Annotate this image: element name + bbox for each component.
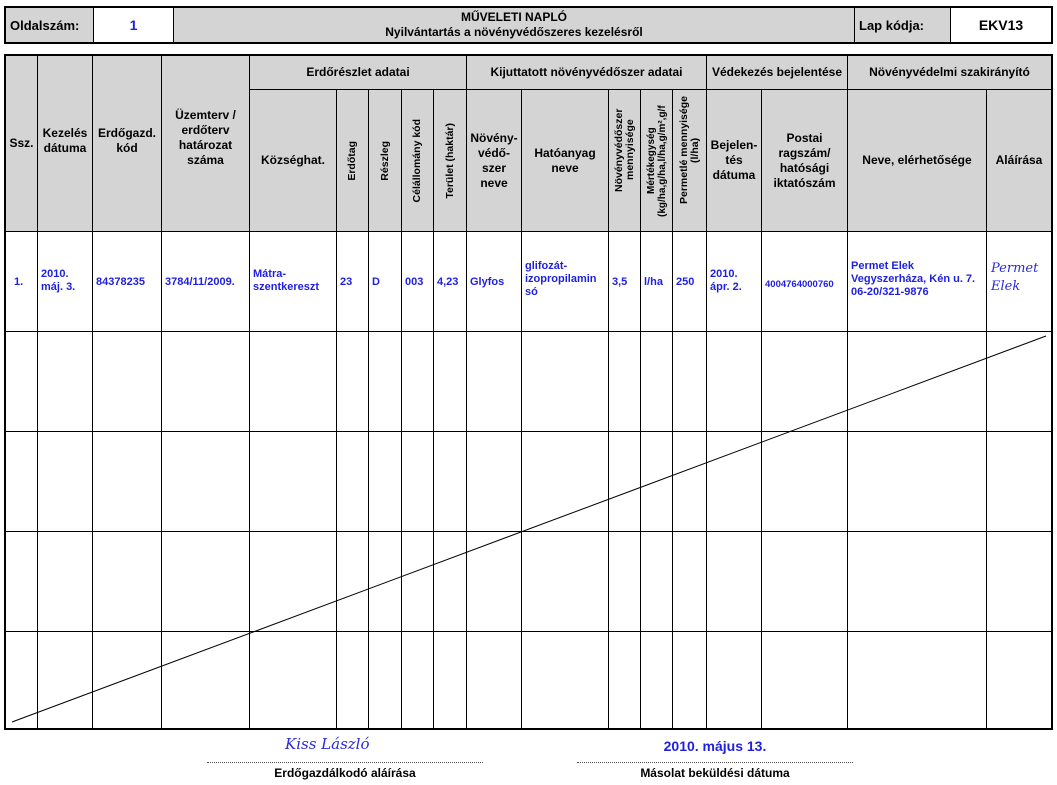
row1-erdotag: 23: [337, 232, 369, 332]
empty-cell: [6, 632, 38, 728]
signature-line: [207, 762, 483, 763]
row1-postai: 4004764000760: [762, 232, 848, 332]
empty-cell: [337, 332, 369, 432]
empty-cell: [609, 332, 641, 432]
empty-cell: [673, 632, 707, 728]
empty-cell: [987, 532, 1051, 632]
code-value: EKV13: [951, 8, 1051, 42]
empty-cell: [250, 332, 337, 432]
empty-cell: [762, 432, 848, 532]
empty-cell: [707, 332, 762, 432]
empty-cell: [162, 432, 250, 532]
empty-cell: [402, 432, 434, 532]
empty-cell: [987, 632, 1051, 728]
row1-reszleg: D: [369, 232, 402, 332]
col-mertekegyseg-label: Mértékegység (kg/ha,g/ha,l/ha,g/m²,g/f: [645, 105, 668, 217]
submission-date: 2010. május 13.: [663, 738, 767, 754]
row1-mertekegyseg: l/ha: [641, 232, 673, 332]
empty-cell: [369, 632, 402, 728]
row1-ssz: 1.: [6, 232, 38, 332]
log-table: [4, 54, 1053, 730]
empty-cell: [434, 432, 467, 532]
col-terulet-label: Terület (haktár): [443, 122, 456, 199]
empty-cell: [434, 632, 467, 728]
row1-alairas-signature: Permet Elek: [987, 232, 1051, 332]
col-ssz: Ssz.: [6, 56, 38, 232]
empty-cell: [848, 332, 987, 432]
empty-cell: [609, 432, 641, 532]
col-mertekegyseg: [641, 90, 673, 232]
empty-cell: [402, 632, 434, 728]
row1-bejelentes: 2010. ápr. 2.: [707, 232, 762, 332]
empty-cell: [641, 632, 673, 728]
empty-cell: [467, 632, 522, 728]
empty-cell: [337, 432, 369, 532]
empty-cell: [467, 432, 522, 532]
empty-cell: [93, 632, 162, 728]
empty-cell: [987, 432, 1051, 532]
empty-cell: [522, 332, 609, 432]
empty-cell: [38, 632, 93, 728]
col-hatoanyag: Hatóanyag neve: [522, 90, 609, 232]
col-uzemterv: Üzemterv / erdőterv határozat száma: [162, 56, 250, 232]
row1-celallomany: 003: [402, 232, 434, 332]
row1-mennyiseg: 3,5: [609, 232, 641, 332]
col-alairasa: Aláírása: [987, 90, 1051, 232]
empty-cell: [522, 632, 609, 728]
group-szakiranyito: Növényvédelmi szakirányító: [848, 56, 1051, 90]
empty-cell: [369, 332, 402, 432]
empty-cell: [848, 532, 987, 632]
empty-cell: [673, 432, 707, 532]
landowner-signature: Kiss László: [285, 735, 370, 753]
col-reszleg-label: Részleg: [378, 140, 391, 181]
col-neve-elerhetosege: Neve, elérhetősége: [848, 90, 987, 232]
signature-label: Erdőgazdálkodó aláírása: [274, 766, 416, 780]
row1-kozseghat: Mátra-szentkereszt: [250, 232, 337, 332]
col-novenyvedoszer: Növény-védő-szer neve: [467, 90, 522, 232]
empty-cell: [522, 432, 609, 532]
empty-cell: [38, 332, 93, 432]
col-permetle-label: Permetlé mennyisége (l/ha): [677, 96, 701, 204]
empty-cell: [762, 532, 848, 632]
empty-cell: [762, 332, 848, 432]
page-number: 1: [94, 8, 174, 42]
col-kezeles-datuma: Kezelés dátuma: [38, 56, 93, 232]
empty-cell: [162, 532, 250, 632]
row1-novenyvedoszer: Glyfos: [467, 232, 522, 332]
empty-cell: [162, 332, 250, 432]
empty-cell: [337, 632, 369, 728]
empty-cell: [467, 532, 522, 632]
empty-cell: [402, 332, 434, 432]
row1-erdogazd-kod: 84378235: [93, 232, 162, 332]
row1-kezeles-datuma: 2010. máj. 3.: [38, 232, 93, 332]
col-postai: Postai ragszám/ hatósági iktatószám: [762, 90, 848, 232]
empty-cell: [522, 532, 609, 632]
empty-cell: [641, 432, 673, 532]
col-erdogazd-kod: Erdőgazd. kód: [93, 56, 162, 232]
row1-uzemterv: 3784/11/2009.: [162, 232, 250, 332]
document-subtitle: Nyilvántartás a növényvédőszeres kezelésről: [385, 25, 643, 39]
col-kozseghat: Községhat.: [250, 90, 337, 232]
empty-cell: [434, 532, 467, 632]
col-erdotag-label: Erdőtag: [346, 140, 358, 181]
page-label: Oldalszám:: [6, 8, 94, 42]
empty-cell: [402, 532, 434, 632]
row1-szakiranyito: Permet Elek Vegyszerháza, Kén u. 7. 06-20/321-9876: [848, 232, 987, 332]
empty-cell: [848, 632, 987, 728]
empty-cell: [369, 532, 402, 632]
empty-cell: [987, 332, 1051, 432]
col-nvsz-mennyiseg-label: Növényvédőszer mennyisége: [612, 108, 636, 192]
title-block: [174, 8, 855, 42]
row1-hatoanyag: glifozát-izopropilamin só: [522, 232, 609, 332]
empty-cell: [250, 532, 337, 632]
row1-permetle: 250: [673, 232, 707, 332]
empty-cell: [609, 532, 641, 632]
empty-cell: [762, 632, 848, 728]
group-kijuttatott: Kijuttatott növényvédőszer adatai: [467, 56, 707, 90]
empty-cell: [673, 532, 707, 632]
empty-cell: [848, 432, 987, 532]
empty-cell: [93, 432, 162, 532]
col-bejelentes-datuma: Bejelen-tés dátuma: [707, 90, 762, 232]
col-permetle: [673, 90, 707, 232]
col-celallomany: [402, 90, 434, 232]
empty-cell: [707, 632, 762, 728]
empty-cell: [250, 632, 337, 728]
empty-cell: [641, 532, 673, 632]
group-vedekezes: Védekezés bejelentése: [707, 56, 848, 90]
empty-cell: [707, 432, 762, 532]
empty-cell: [707, 532, 762, 632]
empty-cell: [337, 532, 369, 632]
col-celallomany-label: Célállomány kód: [411, 118, 423, 203]
empty-cell: [434, 332, 467, 432]
col-nvsz-mennyiseg: [609, 90, 641, 232]
row1-terulet: 4,23: [434, 232, 467, 332]
col-terulet: [434, 90, 467, 232]
date-line: [577, 762, 853, 763]
empty-cell: [250, 432, 337, 532]
code-label: Lap kódja:: [855, 8, 951, 42]
empty-cell: [93, 532, 162, 632]
empty-cell: [38, 532, 93, 632]
empty-cell: [609, 632, 641, 728]
date-label: Másolat beküldési dátuma: [640, 766, 790, 780]
col-erdotag: [337, 90, 369, 232]
empty-cell: [38, 432, 93, 532]
col-reszleg: [369, 90, 402, 232]
empty-cell: [93, 332, 162, 432]
empty-cell: [467, 332, 522, 432]
empty-cell: [673, 332, 707, 432]
empty-cell: [369, 432, 402, 532]
group-erdoreszlet: Erdőrészlet adatai: [250, 56, 467, 90]
empty-cell: [6, 332, 38, 432]
empty-cell: [162, 632, 250, 728]
empty-cell: [6, 432, 38, 532]
empty-cell: [641, 332, 673, 432]
document-title: MŰVELETI NAPLÓ: [460, 10, 567, 24]
header-bar: [4, 6, 1053, 44]
empty-cell: [6, 532, 38, 632]
